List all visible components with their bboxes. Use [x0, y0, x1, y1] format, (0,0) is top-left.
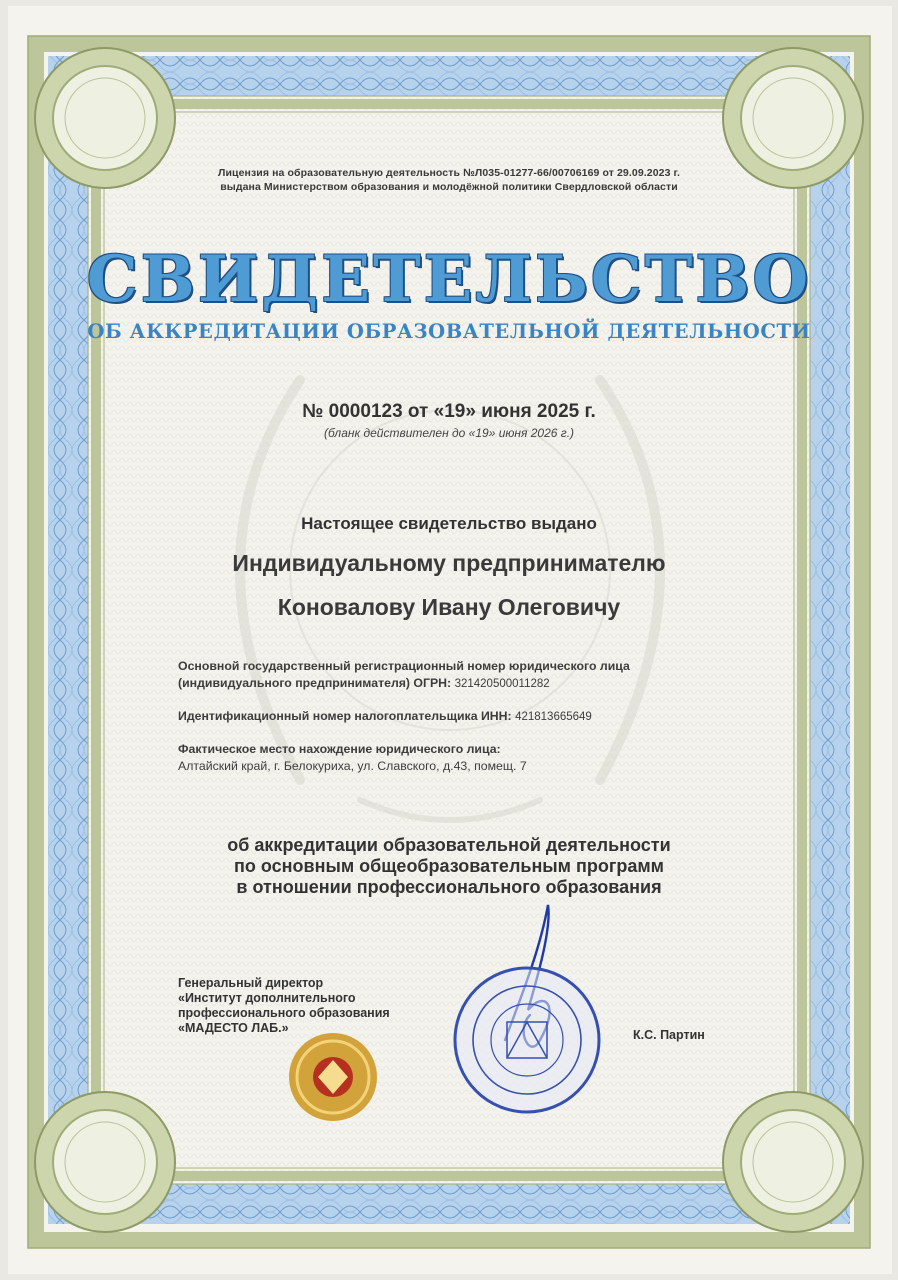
license-text — [0, 166, 898, 194]
purpose-line-3: в отношении профессионального образования — [236, 877, 662, 897]
signer-position — [178, 976, 390, 1036]
recipient-title: Индивидуальному предпринимателю — [232, 550, 666, 576]
corner-ornament-bottom-left — [35, 1092, 175, 1232]
ogrn-block — [178, 658, 630, 693]
license-line-1: Лицензия на образовательную деятельность №Л035-01277-66/00706169 от 29.09.2023 г. — [218, 167, 680, 179]
accreditation-purpose — [0, 835, 898, 898]
blank-validity: (бланк действителен до «19» июня 2026 г.) — [323, 426, 575, 440]
signer-name: К.С. Партин — [633, 1028, 705, 1042]
inn-label: Идентификационный номер налогоплательщика ИНН: — [178, 709, 512, 723]
signer-line-4: «МАДЕСТО ЛАБ.» — [178, 1021, 289, 1035]
address-value: Алтайский край, г. Белокуриха, ул. Славского, д.43, помещ. 7 — [178, 759, 527, 773]
certificate-number: № 0000123 от «19» июня 2025 г. — [302, 401, 596, 422]
address-block — [178, 741, 527, 775]
issued-intro: Настоящее свидетельство выдано — [301, 514, 597, 533]
inn-value: 421813665649 — [515, 711, 592, 723]
ogrn-label-1: Основной государственный регистрационный номер юридического лица — [178, 659, 630, 673]
purpose-line-1: об аккредитации образовательной деятельности — [227, 835, 671, 855]
ogrn-label-2: (индивидуального предпринимателя) ОГРН: — [178, 676, 452, 690]
certificate-title: СВИДЕТЕЛЬСТВО — [86, 242, 812, 317]
purpose-line-2: по основным общеобразовательным программ — [234, 856, 664, 876]
inn-block — [178, 708, 592, 726]
corner-ornament-bottom-right — [723, 1092, 863, 1232]
recipient-name: Коновалову Ивану Олеговичу — [277, 594, 621, 620]
signer-line-3: профессионального образования — [178, 1006, 390, 1020]
license-line-2: выдана Министерством образования и молодёжной политики Свердловской области — [220, 181, 678, 193]
ogrn-value: 321420500011282 — [454, 678, 550, 690]
hologram-seal — [289, 1033, 377, 1121]
address-label: Фактическое место нахождение юридического лица: — [178, 742, 501, 756]
certificate-subtitle: ОБ АККРЕДИТАЦИИ ОБРАЗОВАТЕЛЬНОЙ ДЕЯТЕЛЬНОСТИ — [87, 320, 811, 343]
company-stamp — [455, 968, 599, 1112]
signer-line-1: Генеральный директор — [178, 976, 324, 990]
signer-line-2: «Институт дополнительного — [178, 991, 356, 1005]
